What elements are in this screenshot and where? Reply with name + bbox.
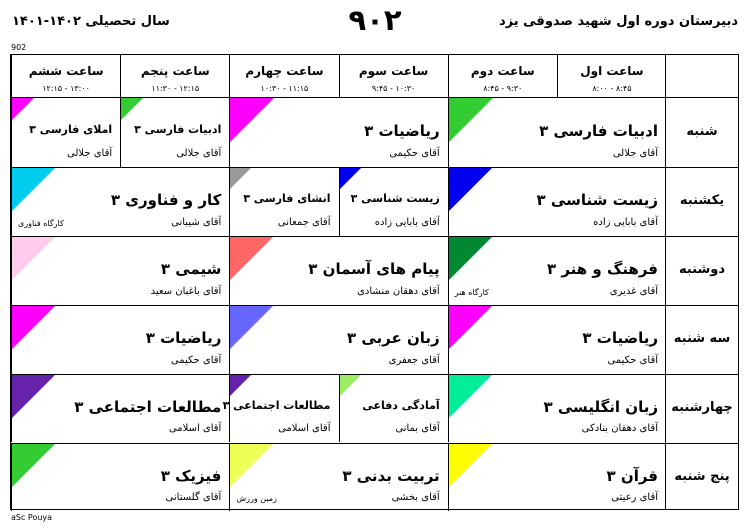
lesson-subject: فیزیک ۳ bbox=[160, 466, 222, 485]
subject-color-marker bbox=[12, 236, 56, 280]
period-header bbox=[448, 55, 557, 97]
day-label: پنج شنبه bbox=[674, 468, 730, 484]
lesson-teacher: آقای اسلامی bbox=[168, 423, 222, 435]
period-header bbox=[339, 55, 448, 97]
day-label: شنبه bbox=[686, 124, 718, 139]
subject-color-marker bbox=[449, 305, 493, 349]
row-divider bbox=[11, 236, 738, 237]
subject-color-marker bbox=[230, 305, 274, 349]
lesson-subject: کار و فناوری ۳ bbox=[110, 190, 222, 209]
row-divider bbox=[11, 167, 738, 168]
subject-color-marker bbox=[12, 374, 56, 418]
period-label: ساعت پنجم bbox=[140, 64, 210, 78]
period-label: ساعت چهارم bbox=[245, 64, 324, 78]
lesson-subject: زبان انگلیسی ۳ bbox=[543, 397, 658, 416]
subject-color-marker bbox=[449, 374, 493, 418]
class-code: 902 bbox=[11, 43, 27, 52]
lesson-subject: ادبیات فارسی ۳ bbox=[134, 123, 222, 136]
lesson-subject: زیست شناسی ۳ bbox=[536, 190, 658, 209]
lesson-teacher: آقای جمعانی bbox=[277, 216, 331, 228]
lesson-card[interactable] bbox=[339, 374, 448, 443]
day-label: سه شنبه bbox=[673, 330, 731, 346]
lesson-card[interactable] bbox=[11, 305, 229, 374]
lesson-teacher: آقای بابایی زاده bbox=[374, 216, 440, 228]
lesson-teacher: آقای بابایی زاده bbox=[593, 216, 658, 228]
footer-credit: aSc Pouya bbox=[11, 513, 53, 522]
row-divider bbox=[11, 374, 738, 375]
lesson-subject: آمادگی دفاعی bbox=[362, 398, 440, 412]
lesson-teacher: آقای جعفری bbox=[388, 354, 440, 366]
period-time: ۸:۰۰ - ۸:۴۵ bbox=[592, 84, 632, 93]
period-time: ۸:۴۵ - ۹:۳۰ bbox=[483, 84, 523, 93]
lesson-teacher: آقای حکیمی bbox=[389, 147, 440, 159]
lesson-teacher: آقای گلستانی bbox=[165, 492, 222, 504]
lesson-teacher: آقای جلالی bbox=[612, 147, 658, 159]
lesson-room: زمین ورزش bbox=[236, 494, 277, 504]
lesson-teacher: آقای بخشی bbox=[391, 492, 440, 504]
lesson-card[interactable] bbox=[229, 98, 447, 167]
day-label: دوشنبه bbox=[678, 261, 726, 277]
subject-color-marker bbox=[230, 443, 274, 487]
lesson-card[interactable] bbox=[11, 236, 229, 305]
lesson-card[interactable] bbox=[11, 98, 120, 167]
period-label: ساعت دوم bbox=[470, 64, 535, 78]
period-header bbox=[229, 55, 338, 97]
period-label: ساعت اول bbox=[580, 64, 644, 78]
academic-year: سال تحصیلی ۱۴۰۲-۱۴۰۱ bbox=[12, 14, 170, 29]
subject-color-marker bbox=[449, 443, 493, 487]
lesson-teacher: آقای اسلامی bbox=[278, 423, 331, 435]
subject-color-marker bbox=[121, 98, 143, 120]
period-header bbox=[11, 55, 120, 97]
lesson-card[interactable] bbox=[448, 167, 666, 236]
lesson-card[interactable] bbox=[11, 167, 229, 236]
lesson-card[interactable] bbox=[229, 236, 447, 305]
day-label: چهارشنبه bbox=[671, 399, 733, 415]
row-divider bbox=[11, 443, 738, 444]
lesson-subject: مطالعات اجتماعی ۳ bbox=[74, 397, 222, 416]
lesson-teacher: آقای باغبان سعید bbox=[150, 285, 222, 297]
lesson-subject: ریاضیات ۳ bbox=[364, 122, 440, 140]
timetable-grid bbox=[10, 54, 739, 510]
lesson-card[interactable] bbox=[339, 167, 448, 236]
school-name: دبیرستان دوره اول شهید صدوقی یزد bbox=[498, 14, 738, 29]
subject-color-marker bbox=[12, 305, 56, 349]
subject-color-marker bbox=[12, 443, 56, 487]
subject-color-marker bbox=[340, 374, 362, 396]
period-label: ساعت سوم bbox=[358, 64, 429, 78]
lesson-teacher: آقای غدیری bbox=[609, 285, 658, 297]
subject-color-marker bbox=[230, 98, 274, 142]
subject-color-marker bbox=[230, 167, 252, 189]
lesson-room: کارگاه فناوری bbox=[18, 218, 64, 228]
lesson-room: کارگاه هنر bbox=[454, 287, 489, 297]
lesson-teacher: آقای جلالی bbox=[67, 147, 113, 159]
lesson-card[interactable] bbox=[11, 443, 229, 512]
subject-color-marker bbox=[340, 167, 362, 189]
lesson-teacher: آقای حکیمی bbox=[607, 354, 658, 366]
lesson-card[interactable] bbox=[448, 374, 666, 443]
day-label: یکشنبه bbox=[679, 192, 725, 208]
lesson-subject: زبان عربی ۳ bbox=[346, 328, 440, 347]
period-time: ۱۰:۳۰ - ۱۱:۱۵ bbox=[260, 84, 309, 93]
lesson-teacher: آقای شیبانی bbox=[171, 216, 222, 228]
lesson-subject: فرهنگ و هنر ۳ bbox=[546, 259, 658, 278]
lesson-card[interactable] bbox=[448, 98, 666, 167]
lesson-subject: قرآن ۳ bbox=[606, 466, 658, 485]
lesson-subject: ریاضیات ۳ bbox=[582, 328, 658, 347]
subject-color-marker bbox=[449, 167, 493, 211]
lesson-card[interactable] bbox=[222, 374, 338, 443]
lesson-card[interactable] bbox=[229, 443, 447, 512]
lesson-subject: ریاضیات ۳ bbox=[145, 328, 222, 347]
lesson-subject: پیام های آسمان ۳ bbox=[308, 259, 440, 278]
period-time: ۹:۴۵ - ۱۰:۳۰ bbox=[371, 84, 416, 93]
lesson-teacher: آقای حکیمی bbox=[170, 354, 222, 366]
lesson-card[interactable] bbox=[229, 305, 447, 374]
lesson-teacher: آقای رعیتی bbox=[611, 492, 658, 504]
lesson-teacher: آقای جلالی bbox=[176, 147, 222, 159]
subject-color-marker bbox=[230, 374, 252, 396]
period-label: ساعت ششم bbox=[28, 64, 104, 78]
lesson-subject: تربیت بدنی ۳ bbox=[342, 466, 440, 485]
lesson-subject: ادبیات فارسی ۳ bbox=[539, 122, 658, 140]
class-title: ۹۰۲ bbox=[348, 3, 402, 37]
period-time: ۱۱:۳۰ - ۱۲:۱۵ bbox=[151, 84, 200, 93]
subject-color-marker bbox=[449, 236, 493, 280]
subject-color-marker bbox=[12, 167, 56, 211]
period-time: ۱۲:۱۵ - ۱۳:۰۰ bbox=[42, 84, 90, 93]
row-divider bbox=[11, 305, 738, 306]
period-header bbox=[120, 55, 229, 97]
lesson-card[interactable] bbox=[448, 236, 666, 305]
subject-color-marker bbox=[449, 98, 493, 142]
lesson-card[interactable] bbox=[120, 98, 229, 167]
lesson-subject: زیست شناسی ۳ bbox=[350, 191, 440, 205]
lesson-subject: شیمی ۳ bbox=[160, 259, 222, 278]
subject-color-marker bbox=[12, 98, 34, 120]
lesson-card[interactable] bbox=[448, 305, 666, 374]
lesson-subject: انشای فارسی ۳ bbox=[243, 191, 331, 205]
lesson-card[interactable] bbox=[229, 167, 338, 236]
subject-color-marker bbox=[230, 236, 274, 280]
period-header bbox=[557, 55, 666, 97]
lesson-teacher: آقای دهقان منشادی bbox=[357, 285, 440, 297]
lesson-subject: املای فارسی ۳ bbox=[29, 123, 113, 136]
lesson-subject: مطالعات اجتماعی ۳ bbox=[222, 398, 331, 412]
lesson-teacher: آقای بمانی bbox=[395, 423, 440, 435]
lesson-card[interactable] bbox=[448, 443, 666, 512]
lesson-card[interactable] bbox=[11, 374, 229, 443]
lesson-teacher: آقای دهقان بنادکی bbox=[581, 423, 658, 435]
day-column-divider bbox=[665, 55, 666, 509]
